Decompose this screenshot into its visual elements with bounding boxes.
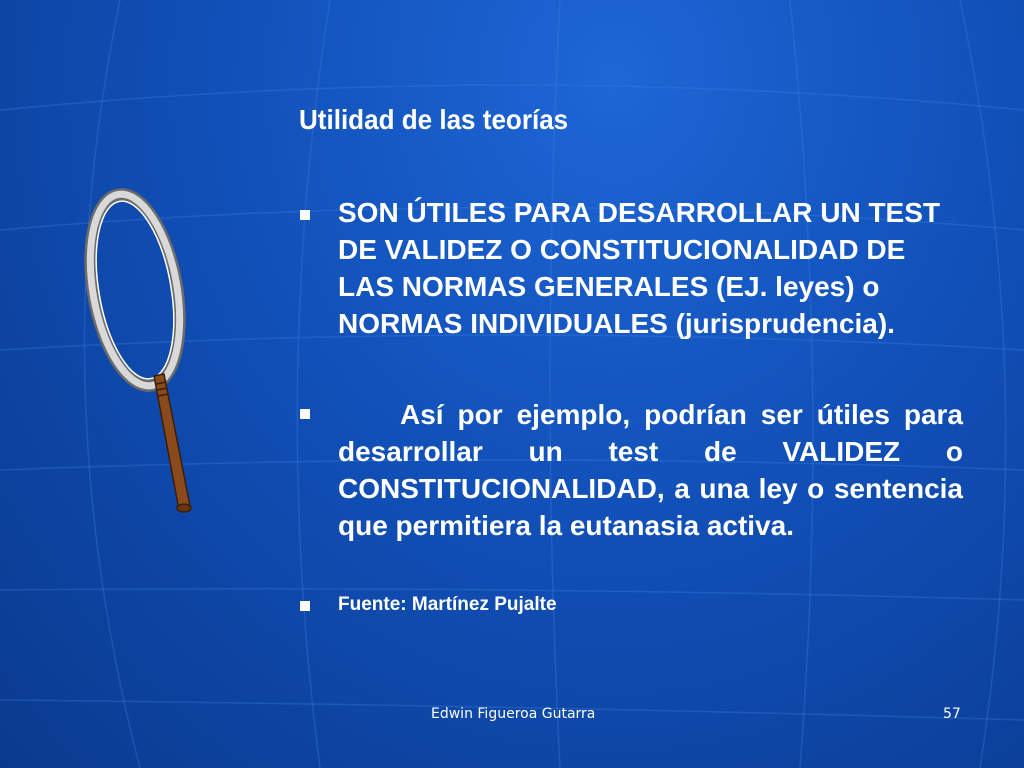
bullet-text-2: Así por ejemplo, podrían ser útiles para desarrollar un test de VALIDEZ o CONSTITUCIONALIDAD, a una ley o sentencia que permitiera la eutanasia activa.	[338, 399, 963, 541]
bullet-text-3: Fuente: Martínez Pujalte	[338, 594, 557, 615]
footer-author: Edwin Figueroa Gutarra	[431, 706, 596, 722]
slide-title: Utilidad de las teorías	[299, 104, 569, 135]
square-bullet-icon	[300, 601, 310, 611]
square-bullet-icon	[300, 409, 310, 419]
magnifying-glass-icon	[80, 180, 220, 540]
page-number: 57	[943, 706, 961, 722]
bullet-text-1: SON ÚTILES PARA DESARROLLAR UN TEST DE VALIDEZ O CONSTITUCIONALIDAD DE LAS NORMAS GENERALES (EJ. leyes) o NORMAS INDIVIDUALES (jurisprudencia).	[338, 197, 941, 339]
square-bullet-icon	[300, 210, 310, 220]
